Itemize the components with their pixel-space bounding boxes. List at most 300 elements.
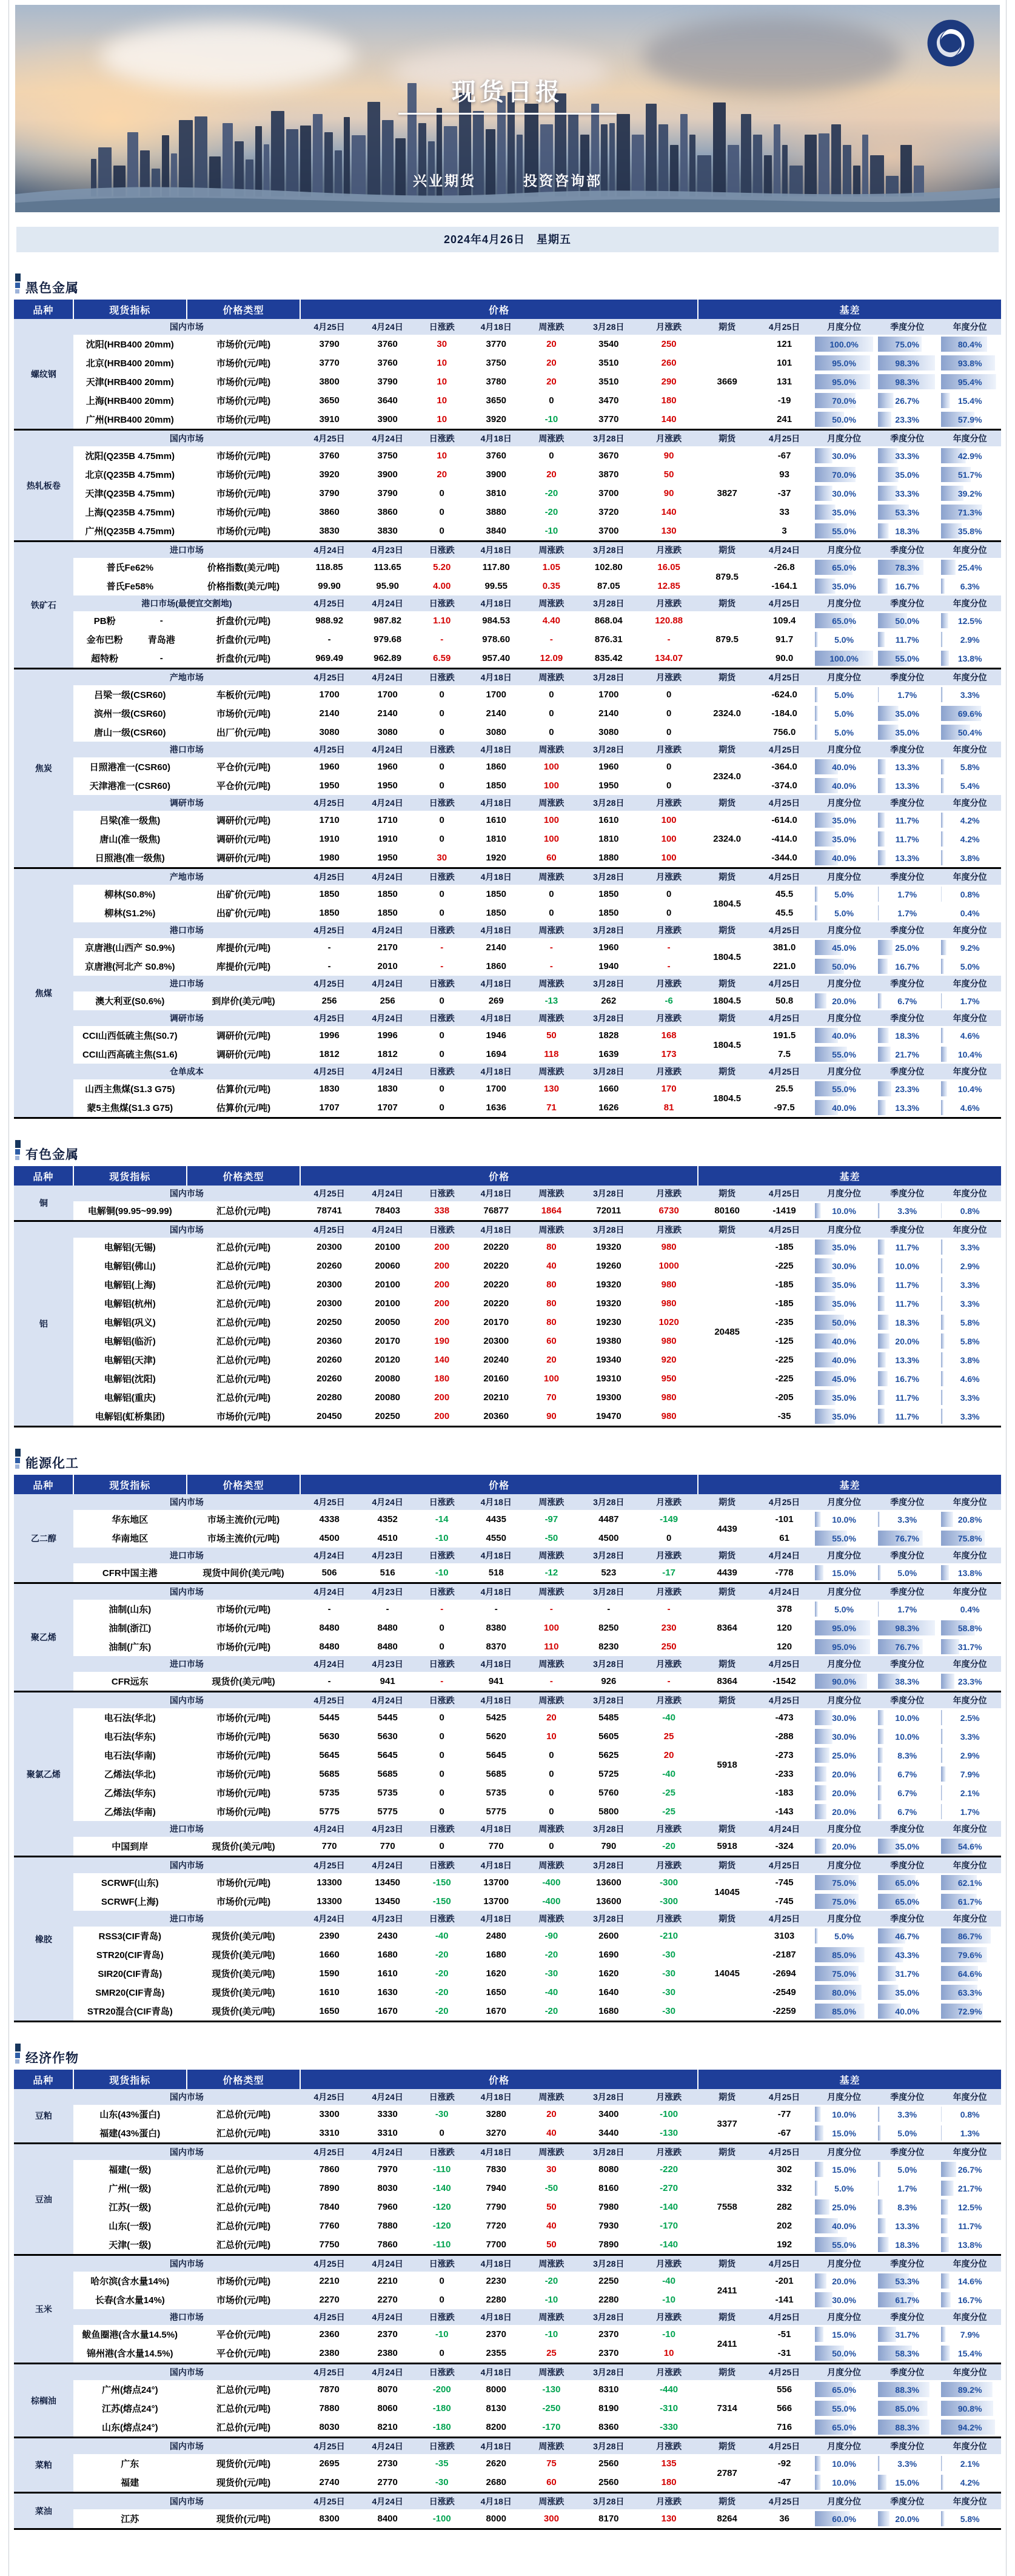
- percentile-cell: [939, 938, 1001, 957]
- subheader-cell: 年度分位: [939, 595, 1001, 611]
- percentile-bar: [941, 1710, 999, 1725]
- percentile-cell: [812, 391, 876, 410]
- percentile-bar: [941, 959, 999, 974]
- change-cell: 1864: [541, 1206, 562, 1216]
- change-cell: 980: [661, 1280, 677, 1290]
- percentile-cell: [812, 577, 876, 595]
- market-label: 产地市场: [73, 669, 300, 686]
- price-cell: 1680: [377, 1950, 398, 1960]
- indicator-cell: 油制(浙江): [109, 1623, 152, 1634]
- subheader-cell: 月度分位: [812, 1692, 876, 1709]
- change-cell: 0: [439, 1841, 444, 1851]
- price-cell: 8130: [486, 2403, 506, 2413]
- change-cell: -35: [435, 2458, 449, 2469]
- percentile-cell: [939, 1350, 1001, 1369]
- subheader-cell: 日涨跌: [417, 1656, 467, 1672]
- price-cell: 1680: [598, 2006, 619, 2016]
- table-row: [14, 410, 1001, 430]
- percentile-value: 30.0%: [832, 488, 856, 498]
- basis-date-subheader: 4月24日: [756, 1583, 812, 1600]
- market-subheader-row: [14, 868, 1001, 885]
- subheader-cell: 4月24日: [358, 1010, 417, 1026]
- subheader-cell: 4月18日: [467, 742, 525, 757]
- price-cell: 7880: [319, 2403, 340, 2413]
- price-type-cell: 市场价(元/吨): [216, 1642, 271, 1652]
- percentile-cell: [876, 1275, 939, 1294]
- price-cell: 1630: [377, 1987, 398, 1997]
- subheader-cell: 4月18日: [467, 2438, 525, 2455]
- percentile-cell: [876, 1765, 939, 1783]
- percentile-cell: [939, 957, 1001, 976]
- bullet-square-icon: [15, 1140, 21, 1148]
- price-cell: 2380: [319, 2348, 340, 2358]
- subheader-cell: 日涨跌: [417, 2364, 467, 2381]
- subheader-cell: 3月28日: [578, 2493, 640, 2510]
- indicator-cell: STR20混合(CIF青岛): [87, 2007, 173, 2017]
- price-cell: 2380: [377, 2348, 398, 2358]
- price-cell: 2370: [598, 2329, 619, 2340]
- percentile-bar: [878, 1258, 936, 1273]
- price-cell: 3780: [486, 377, 506, 387]
- change-cell: 0: [439, 889, 444, 899]
- percentile-value: 35.0%: [895, 727, 920, 737]
- price-type-cell: 库提价(元/吨): [216, 943, 271, 953]
- price-cell: 7750: [319, 2239, 340, 2250]
- percentile-cell: [812, 2002, 876, 2022]
- percentile-bar: [878, 1639, 936, 1654]
- percentile-cell: [939, 704, 1001, 723]
- futures-subheader: 期货: [698, 976, 756, 991]
- percentile-cell: [939, 1201, 1001, 1221]
- market-subheader-row: [14, 1064, 1001, 1079]
- percentile-cell: [876, 2380, 939, 2399]
- subheader-cell: 月度分位: [812, 2438, 876, 2455]
- indicator-cell: 中国到岸: [112, 1842, 149, 1852]
- price-cell: 5735: [377, 1788, 398, 1798]
- price-cell: 1850: [486, 780, 506, 791]
- price-cell: 7960: [377, 2202, 398, 2212]
- price-cell: 72011: [596, 1206, 621, 1216]
- basis-cell: -2259: [772, 2006, 796, 2016]
- percentile-bar: [878, 887, 936, 902]
- change-cell: -310: [660, 2403, 678, 2413]
- subheader-cell: 年度分位: [939, 2364, 1001, 2381]
- percentile-value: 64.6%: [957, 1968, 982, 1979]
- change-cell: 90: [663, 488, 674, 498]
- price-cell: -: [494, 1604, 498, 1614]
- percentile-value: 18.3%: [895, 1030, 920, 1041]
- price-cell: 1950: [377, 780, 398, 791]
- price-cell: 8300: [319, 2514, 340, 2524]
- indicator-cell: 江苏: [121, 2514, 139, 2524]
- price-type-cell: 价格指数(美元/吨): [207, 563, 280, 573]
- price-cell: 1710: [377, 815, 398, 825]
- indicator-cell: 乙烯法(华南): [104, 1807, 156, 1817]
- percentile-value: 5.0%: [834, 1604, 854, 1614]
- change-cell: 0: [666, 780, 672, 791]
- percentile-bar: [878, 2004, 936, 2019]
- price-cell: 8400: [377, 2514, 398, 2524]
- price-cell: 3760: [486, 451, 506, 461]
- subheader-cell: 月涨跌: [640, 1548, 698, 1563]
- percentile-cell: [876, 465, 939, 484]
- percentile-bar: [815, 2004, 873, 2019]
- change-cell: 0: [666, 689, 672, 700]
- indicator-cell: 澳大利亚(S0.6%): [95, 996, 165, 1007]
- percentile-value: 53.3%: [895, 2276, 920, 2286]
- percentile-bar: [941, 1258, 999, 1273]
- change-cell: 130: [661, 526, 677, 536]
- percentile-value: 3.3%: [897, 1514, 917, 1524]
- percentile-value: 55.0%: [832, 1084, 856, 1094]
- price-cell: 8480: [377, 1642, 398, 1652]
- price-cell: 20260: [317, 1355, 342, 1365]
- indicator-cell: 油制(山东): [109, 1605, 152, 1615]
- percentile-bar: [878, 1333, 936, 1349]
- table-row: [14, 1388, 1001, 1407]
- percentile-bar: [941, 2162, 999, 2177]
- percentile-cell: [876, 848, 939, 868]
- change-cell: 0: [439, 2276, 444, 2286]
- percentile-cell: [876, 2290, 939, 2309]
- price-cell: 8160: [598, 2183, 619, 2193]
- percentile-cell: [939, 1388, 1001, 1407]
- basis-cell: -164.1: [771, 581, 797, 591]
- change-cell: -: [440, 942, 444, 953]
- percentile-bar: [941, 579, 999, 594]
- market-label: 国内市场: [73, 2089, 300, 2105]
- percentile-value: 25.4%: [957, 562, 982, 572]
- percentile-cell: [876, 611, 939, 630]
- table-row: [14, 335, 1001, 354]
- percentile-value: 11.7%: [895, 1280, 919, 1290]
- price-cell: 5425: [486, 1712, 506, 1723]
- price-cell: 1830: [319, 1084, 340, 1094]
- percentile-bar: [878, 1785, 936, 1800]
- price-cell: -: [327, 942, 331, 953]
- table-row: [14, 1964, 1001, 1983]
- market-subheader-row: [14, 2364, 1001, 2381]
- futures-cell: 14045: [714, 1968, 740, 1979]
- subheader-cell: 月度分位: [812, 1656, 876, 1672]
- futures-subheader: 期货: [698, 1064, 756, 1079]
- subheader-cell: 年度分位: [939, 922, 1001, 938]
- table-row: [14, 465, 1001, 484]
- percentile-value: 60.0%: [832, 2514, 856, 2524]
- percentile-value: 15.0%: [895, 2477, 920, 2487]
- percentile-value: 10.0%: [832, 2109, 856, 2119]
- subheader-cell: 月涨跌: [640, 2438, 698, 2455]
- basis-cell: 50.8: [775, 996, 794, 1006]
- change-cell: 0: [439, 727, 444, 737]
- bullet-square-icon: [15, 283, 20, 288]
- table-row: [14, 2454, 1001, 2473]
- percentile-value: 20.0%: [895, 1336, 920, 1346]
- percentile-cell: [939, 2105, 1001, 2124]
- price-cell: 1850: [486, 889, 506, 899]
- basis-cell: -225: [775, 1374, 794, 1384]
- subheader-cell: 4月25日: [300, 2309, 358, 2325]
- price-cell: 13450: [375, 1877, 401, 1888]
- market-subheader-row: [14, 430, 1001, 447]
- price-cell: 7970: [377, 2164, 398, 2175]
- percentile-cell: [812, 1618, 876, 1637]
- change-cell: -17: [662, 1568, 675, 1578]
- price-type-cell: 到岸价(美元/吨): [212, 996, 275, 1007]
- change-cell: -10: [544, 2329, 558, 2340]
- indicator-cell: 日照港(准一级焦): [95, 853, 165, 864]
- basis-cell: -414.0: [771, 834, 797, 844]
- table-header-row: [14, 2070, 1001, 2089]
- change-cell: 0: [439, 488, 444, 498]
- percentile-value: 30.0%: [832, 2295, 856, 2305]
- price-cell: 3910: [319, 414, 340, 424]
- price-cell: 518: [488, 1568, 504, 1578]
- percentile-bar: [878, 1674, 936, 1689]
- price-cell: 256: [321, 996, 337, 1006]
- percentile-cell: [939, 1945, 1001, 1964]
- section-title: [15, 270, 1000, 295]
- percentile-cell: [939, 1765, 1001, 1783]
- price-cell: 1950: [377, 853, 398, 863]
- price-cell: 3280: [486, 2109, 506, 2119]
- percentile-value: 11.7%: [895, 1298, 919, 1309]
- change-cell: 1.05: [542, 562, 560, 572]
- percentile-value: 88.3%: [895, 2422, 920, 2432]
- subheader-cell: 月涨跌: [640, 430, 698, 447]
- change-cell: -30: [435, 2477, 449, 2487]
- change-cell: -20: [435, 1987, 449, 1997]
- percentile-bar: [815, 831, 873, 847]
- percentile-cell: [876, 2124, 939, 2144]
- price-cell: 5445: [319, 1712, 340, 1723]
- price-type-cell: 汇总价(元/吨): [216, 2110, 271, 2120]
- price-cell: 13300: [317, 1896, 342, 1907]
- subheader-cell: 年度分位: [939, 1186, 1001, 1201]
- percentile-bar: [878, 1239, 936, 1255]
- percentile-value: 3.3%: [960, 1411, 980, 1421]
- percentile-bar: [878, 2292, 936, 2307]
- percentile-bar: [815, 2420, 873, 2435]
- price-type-cell: 市场价(元/吨): [216, 470, 271, 480]
- price-cell: 4500: [319, 1533, 340, 1543]
- percentile-cell: [812, 1964, 876, 1983]
- percentile-bar: [941, 505, 999, 520]
- percentile-cell: [876, 1927, 939, 1945]
- percentile-cell: [812, 1529, 876, 1548]
- subheader-cell: 月度分位: [812, 542, 876, 558]
- change-cell: -250: [542, 2403, 561, 2413]
- percentile-cell: [939, 2160, 1001, 2179]
- indicator-cell: 哈尔滨(含水量14%): [90, 2276, 170, 2287]
- percentile-cell: [812, 335, 876, 354]
- section-label: 经济作物: [25, 2051, 79, 2065]
- price-cell: 1960: [377, 762, 398, 772]
- futures-cell: 2411: [717, 2338, 737, 2349]
- percentile-bar: [815, 1258, 873, 1273]
- price-type-cell: 汇总价(元/吨): [216, 2240, 271, 2250]
- price-cell: 1707: [319, 1102, 340, 1113]
- percentile-value: 100.0%: [829, 653, 859, 663]
- basis-cell: -77: [777, 2109, 791, 2119]
- percentile-cell: [939, 2380, 1001, 2399]
- subheader-cell: 4月24日: [358, 430, 417, 447]
- percentile-bar: [878, 651, 936, 666]
- percentile-bar: [878, 2125, 936, 2141]
- percentile-value: 35.0%: [895, 469, 920, 480]
- change-cell: 0: [439, 708, 444, 719]
- percentile-bar: [815, 613, 873, 628]
- change-cell: -150: [432, 1877, 451, 1888]
- percentile-value: 6.7%: [897, 996, 917, 1006]
- basis-cell: 192: [777, 2239, 792, 2250]
- subheader-cell: 日涨跌: [417, 595, 467, 611]
- percentile-value: 55.0%: [832, 2403, 856, 2413]
- percentile-cell: [812, 2216, 876, 2235]
- subheader-cell: 3月28日: [578, 2438, 640, 2455]
- percentile-bar: [941, 1729, 999, 1744]
- indicator-location: 青岛港: [147, 635, 175, 645]
- price-cell: 5685: [486, 1769, 506, 1779]
- subheader-cell: 4月18日: [467, 1064, 525, 1079]
- market-label: 国内市场: [73, 430, 300, 447]
- indicator-cell: 柳林(S0.8%): [104, 890, 156, 900]
- table-row: [14, 885, 1001, 904]
- subheader-cell: 4月25日: [300, 669, 358, 686]
- price-cell: 1860: [486, 762, 506, 772]
- percentile-cell: [939, 354, 1001, 372]
- subheader-cell: 周涨跌: [525, 742, 577, 757]
- price-cell: 8480: [319, 1623, 340, 1633]
- market-subheader-row: [14, 1221, 1001, 1238]
- price-cell: 20100: [375, 1242, 401, 1252]
- price-type-column-header: 价格类型: [187, 1475, 300, 1494]
- percentile-bar: [815, 1239, 873, 1255]
- percentile-value: 35.0%: [832, 1411, 856, 1421]
- change-cell: -: [667, 1676, 671, 1686]
- subheader-cell: 月度分位: [812, 2144, 876, 2161]
- subheader-cell: 4月18日: [467, 1692, 525, 1709]
- subheader-cell: 月涨跌: [640, 1857, 698, 1874]
- subheader-cell: 日涨跌: [417, 430, 467, 447]
- percentile-cell: [876, 1313, 939, 1332]
- percentile-bar: [815, 2475, 873, 2490]
- price-type-cell: 市场价(元/吨): [216, 1751, 271, 1761]
- subheader-cell: 4月25日: [300, 1692, 358, 1709]
- subheader-cell: 3月28日: [578, 430, 640, 447]
- price-cell: 7760: [319, 2221, 340, 2231]
- change-cell: -14: [435, 1514, 449, 1524]
- price-cell: 4487: [598, 1514, 619, 1524]
- percentile-bar: [941, 993, 999, 1008]
- subheader-cell: 年度分位: [939, 1010, 1001, 1026]
- percentile-cell: [812, 522, 876, 542]
- percentile-value: 30.0%: [832, 451, 856, 461]
- basis-cell: -37: [777, 488, 791, 498]
- subheader-cell: 月度分位: [812, 1857, 876, 1874]
- subheader-cell: 4月24日: [358, 2255, 417, 2272]
- subheader-cell: 4月25日: [300, 1064, 358, 1079]
- subheader-cell: 周涨跌: [525, 1221, 577, 1238]
- market-label: 进口市场: [73, 1911, 300, 1927]
- subheader-cell: 季度分位: [876, 868, 939, 885]
- percentile-value: 23.3%: [895, 414, 920, 424]
- subheader-cell: 4月24日: [358, 2438, 417, 2455]
- percentile-bar: [878, 523, 936, 538]
- subheader-cell: 4月18日: [467, 669, 525, 686]
- percentile-value: 5.0%: [960, 961, 980, 971]
- percentile-value: 5.8%: [960, 2514, 980, 2524]
- price-cell: 3920: [319, 469, 340, 480]
- basis-cell: 91.7: [775, 634, 794, 645]
- change-cell: 230: [661, 1623, 677, 1633]
- subheader-cell: 日涨跌: [417, 2089, 467, 2105]
- subheader-cell: 4月18日: [467, 319, 525, 335]
- percentile-value: 5.0%: [897, 2164, 917, 2175]
- basis-cell: 716: [777, 2422, 792, 2432]
- percentile-cell: [876, 1837, 939, 1857]
- market-subheader-row: [14, 1911, 1001, 1927]
- indicator-cell: 乙烯法(华北): [104, 1769, 156, 1780]
- price-cell: 3920: [486, 414, 506, 424]
- subheader-cell: 4月18日: [467, 2144, 525, 2161]
- percentile-bar: [941, 1748, 999, 1763]
- change-cell: 100: [543, 1623, 559, 1633]
- indicator-cell: 山东(一级): [109, 2221, 152, 2232]
- percentile-value: 50.0%: [895, 615, 920, 626]
- price-type-cell: 折盘价(元/吨): [216, 654, 271, 664]
- subheader-cell: 3月28日: [578, 1583, 640, 1600]
- change-cell: -10: [435, 1568, 449, 1578]
- price-cell: 3770: [598, 414, 619, 424]
- percentile-bar: [878, 2346, 936, 2361]
- subheader-cell: 月涨跌: [640, 2309, 698, 2325]
- change-cell: 0: [549, 708, 554, 719]
- price-cell: 1694: [486, 1049, 506, 1059]
- price-type-cell: 估算价(元/吨): [216, 1084, 271, 1095]
- subheader-cell: 季度分位: [876, 1911, 939, 1927]
- percentile-bar: [941, 2273, 999, 2289]
- percentile-bar: [941, 778, 999, 793]
- price-type-cell: 现货价(美元/吨): [212, 1842, 275, 1852]
- price-cell: 3900: [486, 469, 506, 480]
- percentile-value: 50.0%: [832, 2348, 856, 2358]
- percentile-cell: [876, 1727, 939, 1746]
- percentile-bar: [878, 486, 936, 501]
- price-type-cell: 价格指数(美元/吨): [207, 582, 280, 592]
- subheader-cell: 4月23日: [358, 1656, 417, 1672]
- market-label: 调研市场: [73, 1010, 300, 1026]
- percentile-bar: [941, 1602, 999, 1617]
- percentile-cell: [939, 1563, 1001, 1583]
- subheader-cell: 4月18日: [467, 922, 525, 938]
- subheader-cell: 月涨跌: [640, 2493, 698, 2510]
- price-cell: 979.68: [374, 634, 402, 645]
- indicator-cell: 上海(Q235B 4.75mm): [85, 508, 175, 518]
- price-type-cell: 汇总价(元/吨): [216, 2404, 271, 2414]
- percentile-bar: [815, 2292, 873, 2307]
- price-cell: 3840: [486, 526, 506, 536]
- percentile-bar: [815, 1985, 873, 2000]
- indicator-cell: 江苏(熔点24°): [101, 2404, 158, 2414]
- percentile-bar: [941, 632, 999, 647]
- subheader-cell: 日涨跌: [417, 1494, 467, 1510]
- percentile-bar: [878, 1531, 936, 1546]
- change-cell: 0: [439, 526, 444, 536]
- futures-subheader: 期货: [698, 1548, 756, 1563]
- percentile-bar: [941, 1985, 999, 2000]
- change-cell: 30: [437, 339, 447, 349]
